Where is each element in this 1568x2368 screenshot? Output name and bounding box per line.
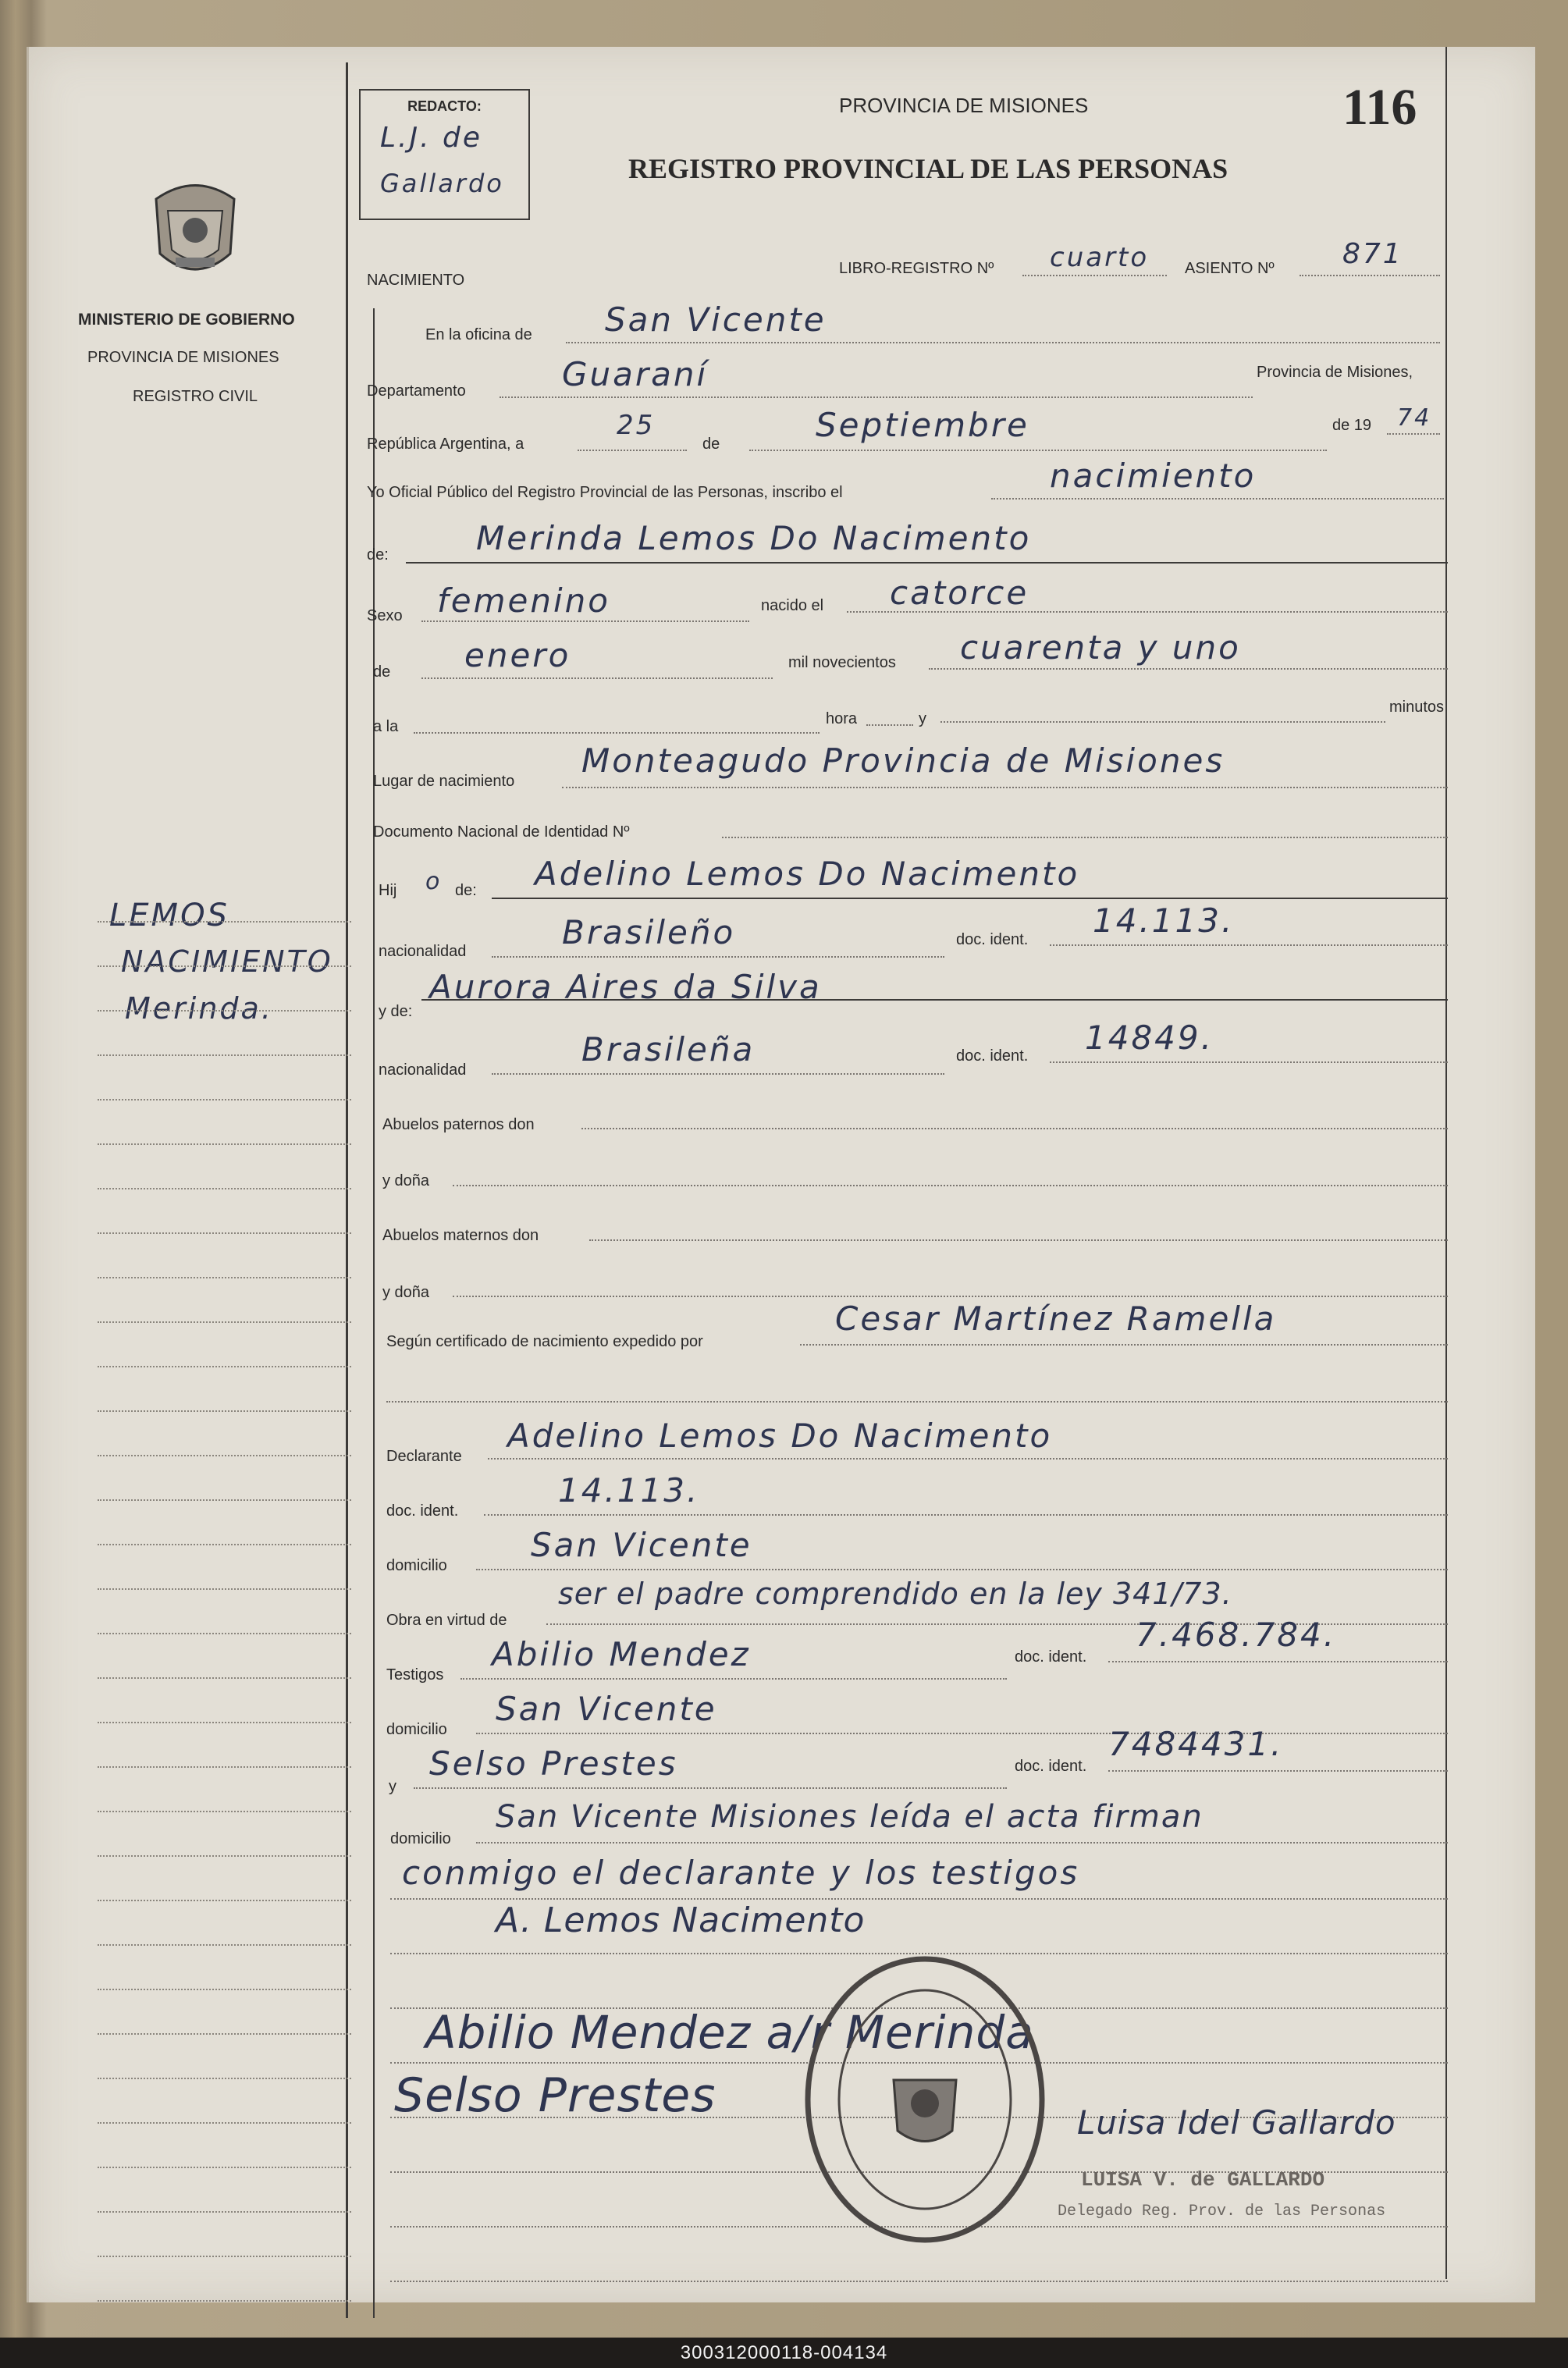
form-left-border (346, 62, 348, 2318)
margin-ruled-line (98, 965, 351, 967)
margin-ruled-line (98, 1099, 351, 1100)
de-label: de (702, 436, 720, 453)
margin-ruled-line (98, 1900, 351, 1901)
margin-ruled-line (98, 1010, 351, 1012)
margin-ruled-line (98, 2256, 351, 2257)
registry-seal (796, 1947, 1054, 2252)
testigos-label: Testigos (386, 1666, 444, 1684)
a-la-dots (414, 732, 820, 734)
obra-label: Obra en virtud de (386, 1612, 507, 1629)
mes-nac-dots (421, 677, 773, 679)
republica-label: República Argentina, a (367, 436, 524, 453)
abuelos-pat-dona-dots (453, 1185, 1448, 1186)
page-number: 116 (1342, 79, 1417, 136)
certificado-value: Cesar Martínez Ramella (835, 1300, 1277, 1338)
de-persona-label: de: (367, 546, 389, 564)
margin-ruled-line (98, 1410, 351, 1412)
testigo2-domicilio-value: San Vicente Misiones leída el acta firman (496, 1799, 1204, 1835)
margin-ruled-line (98, 1499, 351, 1501)
margin-ruled-line (98, 1188, 351, 1189)
departamento-dots (500, 396, 1253, 398)
sexo-value: femenino (437, 581, 610, 620)
minutos-label: minutos (1389, 699, 1445, 716)
certificado-dots (800, 1344, 1448, 1346)
libro-dots (1022, 275, 1167, 276)
declarante-label: Declarante (386, 1448, 462, 1465)
oficial-value: nacimiento (1050, 457, 1257, 495)
margin-note-line2: NACIMIENTO (121, 944, 333, 979)
padre-nacionalidad-value: Brasileño (562, 913, 736, 951)
padre-rule (492, 898, 1448, 899)
margin-ruled-line (98, 1143, 351, 1145)
dia-value: 25 (617, 410, 656, 441)
madre-doc-value: 14849. (1085, 1019, 1214, 1057)
margin-ruled-line (98, 1722, 351, 1723)
margin-ruled-line (98, 2122, 351, 2124)
margin-ruled-line (98, 1544, 351, 1545)
declarante-domicilio-label: domicilio (386, 1557, 447, 1574)
act-type-label: NACIMIENTO (367, 272, 465, 289)
archive-id-footer: 300312000118-004134 (0, 2338, 1568, 2368)
ministry-line1: MINISTERIO DE GOBIERNO (78, 311, 295, 329)
margin-ruled-line (98, 2300, 351, 2302)
asiento-dots (1300, 275, 1440, 276)
testigo1-domicilio-value: San Vicente (496, 1690, 717, 1728)
dni-dots (722, 837, 1448, 838)
testigo2-doc-label: doc. ident. (1015, 1758, 1087, 1775)
hora-label: hora (826, 710, 858, 727)
padre-doc-value: 14.113. (1093, 901, 1235, 940)
abuelos-pat-dots (581, 1128, 1448, 1129)
margin-ruled-line (98, 1277, 351, 1278)
anio-label: de 19 (1332, 417, 1372, 434)
abuelos-mat-dona-dots (453, 1296, 1448, 1297)
testigo2-doc-dots (1108, 1770, 1448, 1772)
provincia-suffix: Provincia de Misiones, (1257, 364, 1413, 381)
margin-ruled-line (98, 1944, 351, 1946)
abuelos-paternos-label: Abuelos paternos don (382, 1116, 535, 1133)
anio-nac-value: cuarenta y uno (960, 628, 1241, 667)
testigo1-doc-value: 7.468.784. (1136, 1616, 1337, 1654)
anio-nac-dots (929, 668, 1448, 670)
lugar-value: Monteagudo Provincia de Misiones (581, 741, 1225, 780)
abuelos-maternos-label: Abuelos maternos don (382, 1227, 539, 1244)
madre-nacionalidad-label: nacionalidad (379, 1061, 467, 1079)
abuelos-paternos-dona-label: y doña (382, 1172, 430, 1189)
province-heading: PROVINCIA DE MISIONES (839, 94, 1089, 117)
testigo1-dom-dots (476, 1733, 1448, 1734)
redacto-label: REDACTO: (407, 98, 482, 114)
hora-dots (866, 724, 913, 726)
testigo1-value: Abilio Mendez (492, 1635, 751, 1673)
margin-ruled-line (98, 921, 351, 923)
testigo1-doc-label: doc. ident. (1015, 1648, 1087, 1666)
margin-note-line3: Merinda. (125, 991, 273, 1026)
abuelos-maternos-dona-label: y doña (382, 1284, 430, 1301)
padre-nac-dots (492, 956, 944, 958)
departamento-label: Departamento (367, 382, 466, 400)
margin-ruled-line (98, 1989, 351, 1990)
ministry-line2: PROVINCIA DE MISIONES (87, 349, 279, 366)
testigo2-dom-dots (476, 1842, 1448, 1844)
persona-value: Merinda Lemos Do Nacimento (476, 519, 1032, 557)
sexo-label: Sexo (367, 607, 403, 624)
declarante-doc-dots (484, 1514, 1448, 1516)
margin-ruled-line (98, 1677, 351, 1679)
madre-doc-dots (1050, 1061, 1448, 1063)
declarante-dots (488, 1458, 1448, 1460)
testigo2-doc-value: 7484431. (1108, 1725, 1284, 1763)
hijo-de-label: de: (455, 882, 477, 899)
mes-value: Septiembre (816, 406, 1029, 444)
lugar-dots (562, 787, 1448, 788)
coat-of-arms-emblem (140, 168, 250, 289)
mes-nac-value: enero (464, 636, 571, 674)
margin-ruled-line (98, 1232, 351, 1234)
declarante-doc-label: doc. ident. (386, 1502, 459, 1520)
persona-rule (406, 562, 1448, 564)
margin-ruled-line (98, 1811, 351, 1812)
testigo2-y-label: y (389, 1778, 396, 1795)
official-title-stamp: Delegado Reg. Prov. de las Personas (1058, 2203, 1386, 2220)
padre-doc-dots (1050, 944, 1448, 946)
nacido-label: nacido el (761, 597, 824, 614)
minutos-dots (940, 721, 1385, 723)
anio-dots (1387, 433, 1440, 435)
libro-label: LIBRO-REGISTRO Nº (839, 260, 994, 277)
margin-ruled-line (98, 1455, 351, 1456)
libro-value: cuarto (1050, 242, 1150, 273)
madre-doc-label: doc. ident. (956, 1047, 1029, 1065)
abuelos-mat-dots (589, 1239, 1448, 1241)
margin-ruled-line (98, 1855, 351, 1857)
lugar-label: Lugar de nacimiento (373, 773, 515, 790)
anio-value: 74 (1397, 404, 1432, 432)
oficial-label: Yo Oficial Público del Registro Provincial de las Personas, inscribo el (367, 484, 843, 501)
testigo2-value: Selso Prestes (429, 1744, 678, 1783)
oficial-signature: Luisa Idel Gallardo (1077, 2103, 1396, 2142)
cont-dots-8 (390, 2281, 1448, 2282)
certificado-dots-2 (386, 1401, 1448, 1403)
margin-ruled-line (98, 1766, 351, 1768)
mes-dots (749, 450, 1327, 451)
y-label: y (919, 710, 926, 727)
certificado-label: Según certificado de nacimiento expedido por (386, 1333, 703, 1350)
testigo2-dots (414, 1787, 1007, 1789)
y-de-label: y de: (379, 1003, 413, 1020)
a-la-label: a la (373, 718, 399, 735)
dia-dots (578, 450, 687, 451)
cont-dots-1 (390, 1898, 1448, 1900)
oficina-dots (566, 342, 1440, 343)
padre-doc-label: doc. ident. (956, 931, 1029, 948)
hijo-label: Hij (379, 882, 397, 899)
mil-label: mil novecientos (788, 654, 896, 671)
oficial-dots (991, 498, 1444, 500)
departamento-value: Guaraní (562, 355, 709, 393)
testigo1-doc-dots (1108, 1661, 1448, 1662)
de2-label: de (373, 663, 391, 681)
asiento-label: ASIENTO Nº (1185, 260, 1275, 277)
margin-ruled-line (98, 2167, 351, 2168)
sexo-dots (421, 620, 749, 622)
declarante-doc-value: 14.113. (558, 1471, 700, 1509)
padre-value: Adelino Lemos Do Nacimento (535, 855, 1080, 893)
registry-title: REGISTRO PROVINCIAL DE LAS PERSONAS (628, 153, 1228, 184)
redacto-name-line1: L.J. de (380, 122, 483, 154)
margin-ruled-line (98, 2078, 351, 2079)
margin-ruled-line (98, 1588, 351, 1590)
testigo2-signature: Selso Prestes (394, 2068, 716, 2123)
testigo1-signature: Abilio Mendez a/r Merinda (425, 2006, 1034, 2059)
redacto-box (359, 89, 530, 220)
margin-ruled-line (98, 1321, 351, 1323)
madre-value: Aurora Aires da Silva (429, 968, 822, 1006)
declarante-dom-dots (476, 1569, 1448, 1570)
hijo-gender-value: o (425, 868, 443, 895)
margin-ruled-line (98, 2211, 351, 2213)
redacto-name-line2: Gallardo (380, 169, 504, 198)
declarante-value: Adelino Lemos Do Nacimento (507, 1417, 1053, 1455)
madre-nacionalidad-value: Brasileña (581, 1030, 756, 1068)
testigo1-dots (460, 1678, 1007, 1680)
obra-value: ser el padre comprendido en la ley 341/73. (558, 1577, 1232, 1611)
margin-note-line1: LEMOS (109, 898, 229, 933)
madre-nac-dots (492, 1073, 944, 1075)
oficina-label: En la oficina de (425, 326, 532, 343)
margin-ruled-line (98, 2033, 351, 2035)
declarante-signature: A. Lemos Nacimento (496, 1900, 866, 1940)
oficina-value: San Vicente (605, 300, 827, 339)
margin-ruled-line (98, 1366, 351, 1367)
register-sheet (27, 47, 1535, 2302)
continuation-line: conmigo el declarante y los testigos (402, 1854, 1080, 1892)
declarante-domicilio-value: San Vicente (531, 1526, 752, 1564)
ministry-line3: REGISTRO CIVIL (133, 388, 258, 405)
margin-ruled-line (98, 1633, 351, 1634)
official-name-stamp: LUISA V. de GALLARDO (1081, 2168, 1325, 2192)
testigo1-domicilio-label: domicilio (386, 1721, 447, 1738)
testigo2-domicilio-label: domicilio (390, 1830, 451, 1847)
margin-ruled-line (98, 1054, 351, 1056)
padre-nacionalidad-label: nacionalidad (379, 943, 467, 960)
asiento-value: 871 (1342, 238, 1403, 270)
nacido-value: catorce (890, 574, 1029, 612)
form-right-border (1445, 47, 1447, 2279)
dni-label: Documento Nacional de Identidad Nº (373, 823, 630, 841)
